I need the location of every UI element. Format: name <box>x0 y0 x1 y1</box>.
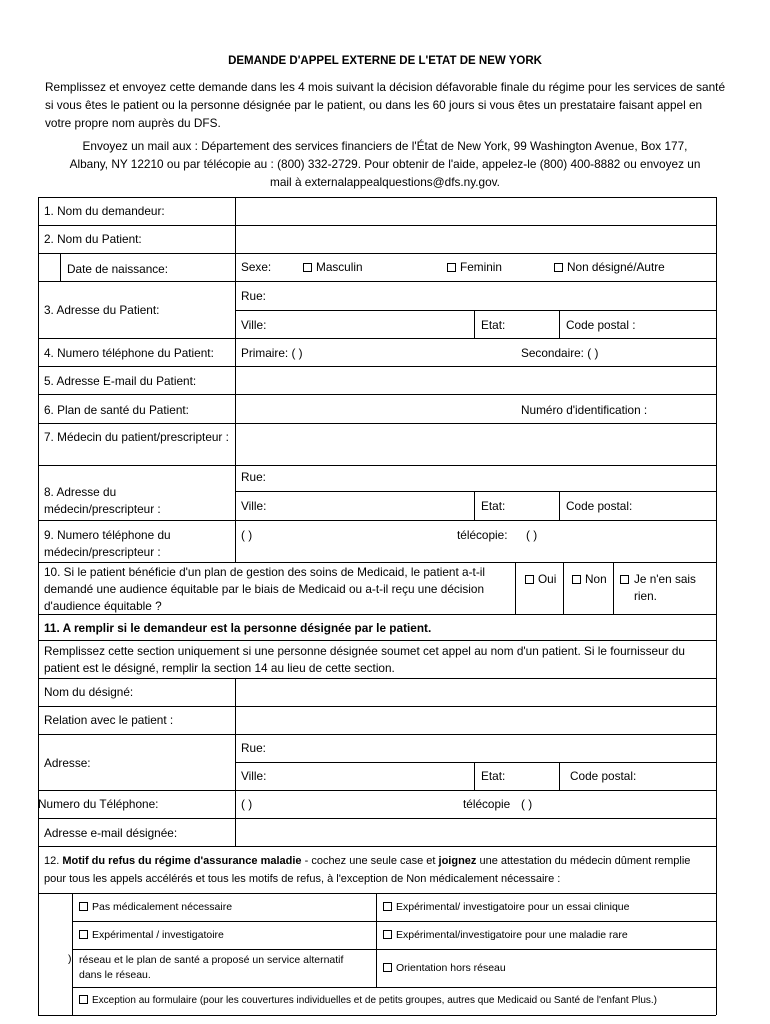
non-option[interactable]: Non <box>572 572 607 586</box>
section11-note: Remplissez cette section uniquement si une personne désignée soumet cet appel au nom d'un patient. Si le fournisseur du patient est le désigné, remplir la section 14 au lieu de cette section. <box>44 644 685 675</box>
reason-experimental-rare-disease[interactable]: Expérimental/investigatoire pour une maladie rare <box>383 929 628 941</box>
form-title: DEMANDE D'APPEL EXTERNE DE L'ETAT DE NEW YORK <box>228 55 542 67</box>
physician-fax-field[interactable]: ( ) <box>526 528 538 542</box>
patient-email-label: 5. Adresse E-mail du Patient: <box>44 374 197 388</box>
not-medically-necessary-checkbox[interactable] <box>79 902 88 911</box>
out-of-network-bracket: ) <box>68 953 72 965</box>
patient-phone-label: 4. Numero téléphone du Patient: <box>44 346 214 360</box>
reason-out-of-network-service[interactable]: réseau et le plan de santé a proposé un service alternatif dans le réseau. <box>79 954 344 981</box>
physician-address-label: 8. Adresse du médecin/prescripteur : <box>44 485 161 516</box>
dob-label: Date de naissance: <box>67 262 168 276</box>
sex-label: Sexe: <box>241 260 272 274</box>
designee-street-label: Rue: <box>241 741 266 755</box>
je-ne-sais-checkbox[interactable] <box>620 575 629 584</box>
designee-fax-field[interactable]: ( ) <box>521 797 533 811</box>
patient-zip-label: Code postal : <box>566 318 636 332</box>
designee-name-label: Nom du désigné: <box>44 685 134 699</box>
designee-address-label: Adresse: <box>44 756 91 770</box>
physician-label: 7. Médecin du patient/prescripteur : <box>44 430 229 444</box>
physician-phone-field[interactable]: ( ) <box>241 528 253 542</box>
physician-phone-label: 9. Numero téléphone du médecin/prescripteur : <box>44 528 171 559</box>
physician-state-label: Etat: <box>481 499 506 513</box>
je-ne-sais-option[interactable] <box>620 572 633 586</box>
designee-phone-label: Numero du Téléphone: <box>38 797 159 811</box>
experimental-rare-disease-checkbox[interactable] <box>383 930 392 939</box>
patient-city-label: Ville: <box>241 318 267 332</box>
je-ne-sais-label: Je n'en sais rien. <box>634 572 696 603</box>
out-of-network-referral-checkbox[interactable] <box>383 963 392 972</box>
patient-address-label: 3. Adresse du Patient: <box>44 303 160 317</box>
health-plan-label: 6. Plan de santé du Patient: <box>44 403 189 417</box>
designee-relation-label: Relation avec le patient : <box>44 713 174 727</box>
mail-instructions: Envoyez un mail aux : Département des services financiers de l'État de New York, 99 Washington Avenue, Box 177, Albany, NY 12210 ou par télécopie au : (800) 332-2729. Pour obtenir de l'aide, appelez-le (800) 400-8882 ou envoyez un mail à externalappealquestions@dfs.ny.gov. <box>69 139 701 189</box>
intro-paragraph: Remplissez et envoyez cette demande dans les 4 mois suivant la décision défavorable finale du régime pour les services de santé si vous êtes le patient ou la personne désignée par le patient, ou dans les 60 jours si vous êtes un prestataire faisant appel en votre propre nom auprès du DFS. <box>45 80 726 130</box>
female-checkbox[interactable] <box>447 263 456 272</box>
reason-not-medically-necessary[interactable]: Pas médicalement nécessaire <box>79 901 232 913</box>
physician-street-label: Rue: <box>241 470 266 484</box>
reason-formulary-exception[interactable]: Exception au formulaire (pour les couvertures individuelles et de petits groupes, autres que Medicaid ou Santé de l'enfant Plus.) <box>79 995 657 1006</box>
designee-zip-label: Code postal: <box>570 769 637 783</box>
designee-state-label: Etat: <box>481 769 506 783</box>
reason-out-of-network-referral[interactable]: Orientation hors réseau <box>383 962 506 974</box>
designee-email-label: Adresse e-mail désignée: <box>44 826 178 840</box>
oui-checkbox[interactable] <box>525 575 534 584</box>
physician-city-label: Ville: <box>241 499 267 513</box>
physician-fax-label: télécopie: <box>457 528 508 542</box>
designee-city-label: Ville: <box>241 769 267 783</box>
primary-phone-field[interactable]: Primaire: ( ) <box>241 346 303 360</box>
applicant-name-label: 1. Nom du demandeur: <box>44 204 165 218</box>
experimental-clinical-trial-checkbox[interactable] <box>383 902 392 911</box>
patient-street-label: Rue: <box>241 289 266 303</box>
non-checkbox[interactable] <box>572 575 581 584</box>
formulary-exception-checkbox[interactable] <box>79 995 88 1004</box>
patient-name-label: 2. Nom du Patient: <box>44 232 142 246</box>
sex-other-option[interactable]: Non désigné/Autre <box>554 260 665 274</box>
secondary-phone-field[interactable]: Secondaire: ( ) <box>521 346 599 360</box>
reason-experimental[interactable]: Expérimental / investigatoire <box>79 929 224 941</box>
designee-phone-field[interactable]: ( ) <box>241 797 253 811</box>
sex-female-option[interactable]: Feminin <box>447 260 502 274</box>
male-checkbox[interactable] <box>303 263 312 272</box>
reason-experimental-clinical-trial[interactable]: Expérimental/ investigatoire pour un essai clinique <box>383 901 629 913</box>
sex-male-option[interactable]: Masculin <box>303 260 363 274</box>
medicaid-question: 10. Si le patient bénéficie d'un plan de gestion des soins de Medicaid, le patient a-t-il demandé une audience équitable par le biais de Medicaid ou a-t-il reçu une décision d'audience équitable ? <box>44 565 485 613</box>
id-number-label: Numéro d'identification : <box>521 403 648 417</box>
patient-state-label: Etat: <box>481 318 506 332</box>
section12-heading: 12. Motif du refus du régime d'assurance maladie - cochez une seule case et joignez une attestation du médecin dûment remplie pour tous les appels accélérés et tous les motifs de refus, à l'exception de Non médicalement nécessaire : <box>44 855 691 885</box>
experimental-checkbox[interactable] <box>79 930 88 939</box>
section11-heading: 11. A remplir si le demandeur est la personne désignée par le patient. <box>44 621 432 635</box>
designee-fax-label: télécopie <box>463 797 511 811</box>
physician-zip-label: Code postal: <box>566 499 633 513</box>
oui-option[interactable]: Oui <box>525 572 556 586</box>
other-checkbox[interactable] <box>554 263 563 272</box>
